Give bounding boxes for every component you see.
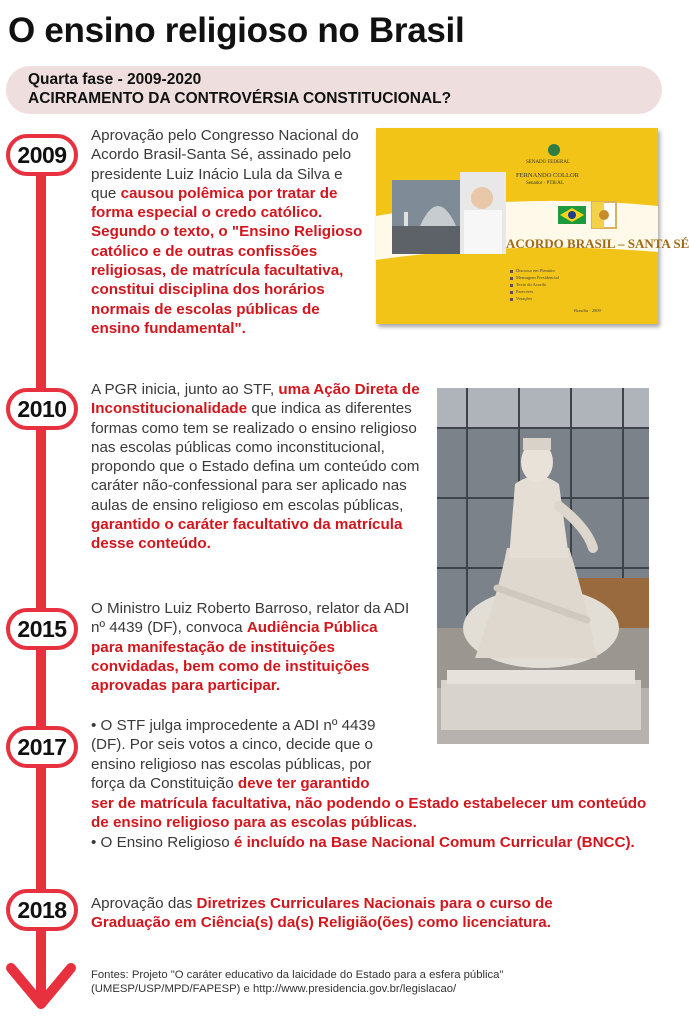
event-text: • O STF julga improcedente a ADI nº 4439 (DF). Por seis votos a cinco, decide que o ensino religioso nas escolas públicas, por força da Constituição: [91, 717, 376, 792]
event-text: A PGR inicia, junto ao STF,: [91, 381, 279, 398]
year-badge-2017: 2017: [6, 726, 78, 768]
acordo-list-item: Texto do Acordo: [516, 282, 547, 287]
phase-period: Quarta fase - 2009-2020: [28, 71, 202, 88]
event-highlight-continued: ser de matrícula facultativa, não podendo o Estado estabelecer um conteúdo de ensino religioso para as escolas públicas.: [91, 795, 647, 832]
year-badge-2009: 2009: [6, 134, 78, 176]
acordo-cover-image: [376, 128, 689, 324]
acordo-author: FERNANDO COLLOR: [516, 172, 580, 179]
acordo-banner: ACORDO BRASIL – SANTA SÉ: [506, 236, 689, 251]
acordo-list-item: Votações: [516, 296, 533, 301]
event-highlight: deve ter garantido: [237, 774, 370, 792]
event-highlight: uma Ação Direta de Inconstitucionalidade: [91, 381, 420, 418]
phase-banner: [6, 66, 662, 114]
page-title: O ensino religioso no Brasil: [8, 11, 465, 50]
acordo-list-item: Mensagem Presidencial: [516, 275, 559, 280]
event-highlight: Diretrizes Curriculares Nacionais para o curso de Graduação em Ciência(s) da(s) Religião(ões) como licenciatura.: [91, 895, 553, 932]
event-text-middle: que indica as diferentes formas como tem se realizado o ensino religioso nas escolas públicas como inconstitucional, propondo que o Estado defina um conteúdo com caráter não-confessional para ser aplicado nas aulas de ensino religioso em escolas públicas,: [91, 400, 420, 514]
phase-subtitle: ACIRRAMENTO DA CONTROVÉRSIA CONSTITUCIONAL?: [28, 90, 452, 107]
acordo-list-item: Pareceres: [516, 289, 534, 294]
event-2015: [91, 599, 411, 695]
acordo-footer: Brasília · 2009: [574, 308, 601, 313]
event-highlight-2: garantido o caráter facultativo da matrícula desse conteúdo.: [91, 516, 403, 553]
acordo-header: SENADO FEDERAL: [526, 160, 571, 165]
justice-statue-illustration: [437, 388, 649, 744]
event-text: Aprovação pelo Congresso Nacional do Acordo Brasil-Santa Sé, assinado pelo presidente Luiz Inácio Lula da Silva e que: [91, 127, 359, 202]
event-text-middle: • O Ensino Religioso: [91, 833, 234, 851]
timeline-line: [36, 140, 46, 1000]
acordo-role: Senador · PTB/AL: [526, 181, 564, 186]
justice-statue-photo: [437, 388, 649, 744]
acordo-list-item: Discurso em Plenário: [516, 268, 555, 273]
event-highlight-2: é incluído na Base Nacional Comum Curricular (BNCC).: [233, 833, 635, 851]
event-2017: [91, 716, 401, 793]
timeline-arrow-icon: [5, 960, 77, 1012]
event-2017-continued: [91, 794, 651, 852]
year-badge-2015: 2015: [6, 608, 78, 650]
event-text: Aprovação das: [91, 895, 197, 912]
event-text: O Ministro Luiz Roberto Barroso, relator da ADI nº 4439 (DF), convoca: [91, 600, 410, 637]
event-2010: [91, 380, 431, 554]
event-2009: [91, 126, 367, 338]
year-badge-2010: 2010: [6, 388, 78, 430]
year-badge-2018: 2018: [6, 889, 78, 931]
event-highlight: Audiência Pública para manifestação de instituições convidadas, bem como de instituições aprovadas para participar.: [91, 619, 378, 695]
event-2018: [91, 894, 611, 933]
sources-note: Fontes: Projeto "O caráter educativo da laicidade do Estado para a esfera pública" (UMESP/USP/MPD/FAPESP) e http://www.presidencia.gov.br/legislacao/: [91, 969, 504, 995]
event-highlight: causou polêmica por tratar de forma especial o credo católico. Segundo o texto, o "Ensino Religioso católico e de outras confissões religiosas, de matrícula facultativa, constitui disciplina dos horários normais de escolas públicas de ensino fundamental".: [91, 184, 363, 337]
acordo-list: [516, 267, 559, 302]
